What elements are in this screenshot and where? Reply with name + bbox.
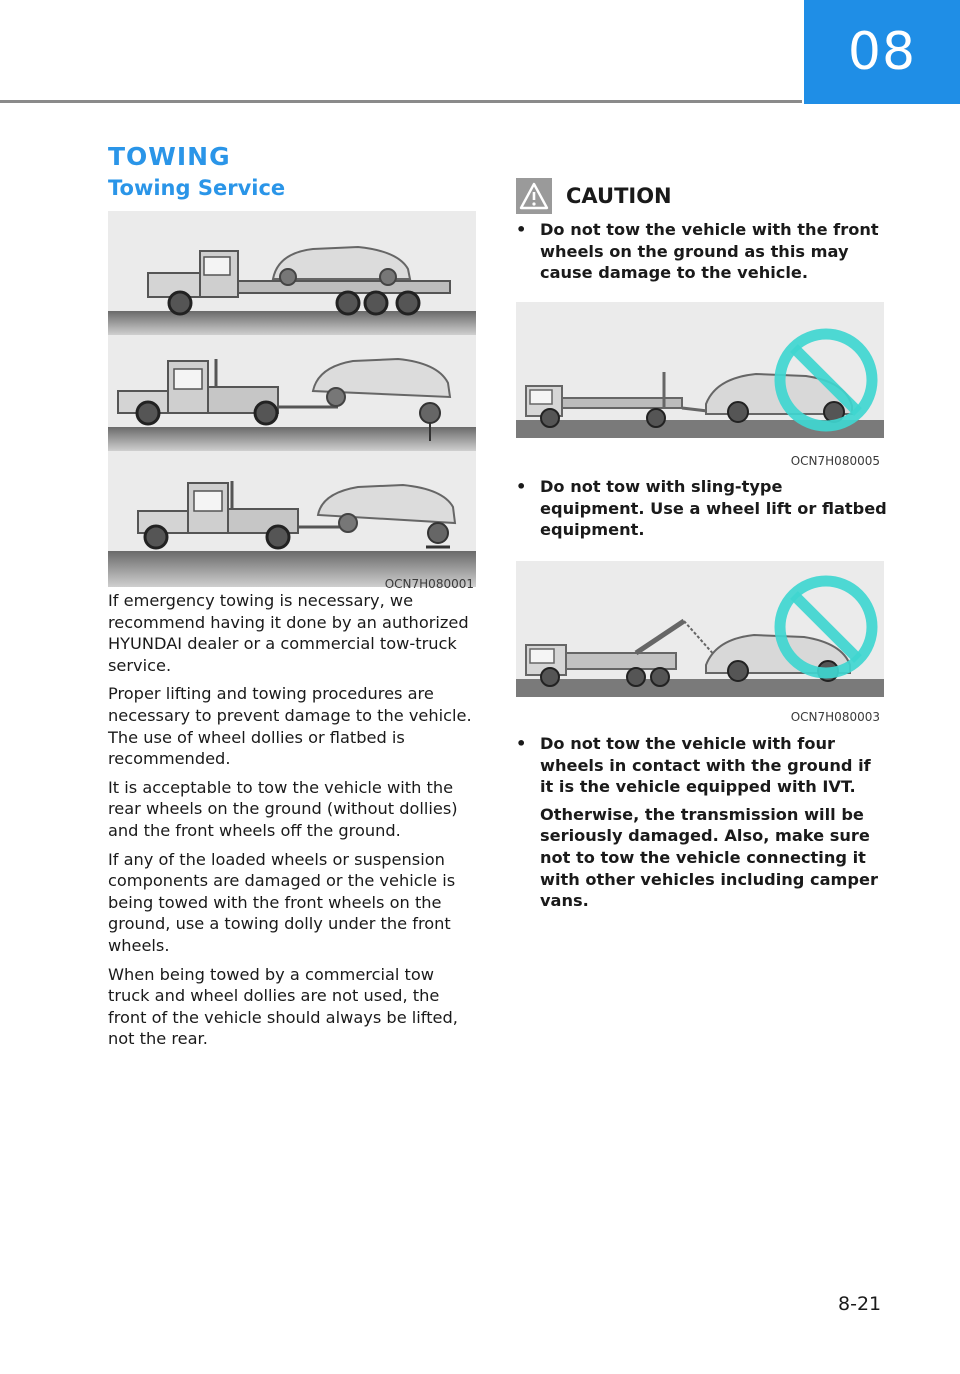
warning-icon: [516, 178, 552, 214]
prohibited-towing-illustration-1: [516, 302, 884, 438]
caution-item-text: Do not tow with sling-type equipment. Use a wheel lift or flatbed equipment.: [540, 477, 887, 540]
paragraph: If any of the loaded wheels or suspension components are damaged or the vehicle is being towed with the front wheels on the ground, use a towing dolly under the front wheels.: [108, 849, 456, 955]
paragraph: It is acceptable to tow the vehicle with the rear wheels on the ground (without dollies) and the front wheels off the ground.: [108, 777, 458, 840]
paragraph: If emergency towing is necessary, we recommend having it done by an authorized HYUNDAI dealer or a commercial tow-truck service.: [108, 591, 469, 675]
front-wheels-on-ground-figure: [516, 302, 884, 438]
sling-type-figure: [516, 561, 884, 697]
prohibited-towing-illustration-2: [516, 561, 884, 697]
wheel-lift-dollies-scene: [108, 481, 476, 587]
figure-code-caution-2: OCN7H080003: [790, 710, 880, 724]
caution-header: [516, 178, 672, 214]
paragraph: Proper lifting and towing procedures are necessary to prevent damage to the vehicle. The use of wheel dollies or flatbed is recommended.: [108, 684, 472, 769]
caution-label: CAUTION: [566, 184, 672, 208]
caution-item: [516, 476, 888, 541]
wheel-lift-front-scene: [108, 359, 476, 451]
figure-code-caution-1: OCN7H080005: [790, 454, 880, 468]
bullet-dot: •: [516, 477, 527, 496]
bullet-dot: •: [516, 220, 527, 239]
figure-code-main: OCN7H080001: [384, 577, 474, 591]
subsection-title: Towing Service: [108, 176, 286, 200]
caution-item-text: Do not tow the vehicle with four wheels in contact with the ground if it is the vehicle equipped with IVT.: [540, 734, 871, 797]
caution-item-continuation: Otherwise, the transmission will be seriously damaged. Also, make sure not to tow the vehicle connecting it with other vehicles including camper vans.: [540, 804, 878, 911]
caution-item: [516, 733, 888, 912]
section-title: TOWING: [108, 142, 231, 171]
caution-item-text: Do not tow the vehicle with the front wheels on the ground as this may cause damage to the vehicle.: [540, 220, 879, 283]
paragraph: When being towed by a commercial tow truck and wheel dollies are not used, the front of the vehicle should always be lifted, not the rear.: [108, 964, 458, 1049]
towing-methods-illustration: [108, 211, 476, 587]
caution-item: [516, 219, 888, 284]
body-text: [108, 590, 480, 1057]
bullet-dot: •: [516, 734, 527, 753]
header-rule: [0, 100, 802, 103]
flatbed-truck-scene: [108, 247, 476, 335]
towing-methods-figure: [108, 211, 476, 587]
page-number: 8-21: [838, 1293, 882, 1315]
chapter-tab: 08: [804, 0, 960, 104]
